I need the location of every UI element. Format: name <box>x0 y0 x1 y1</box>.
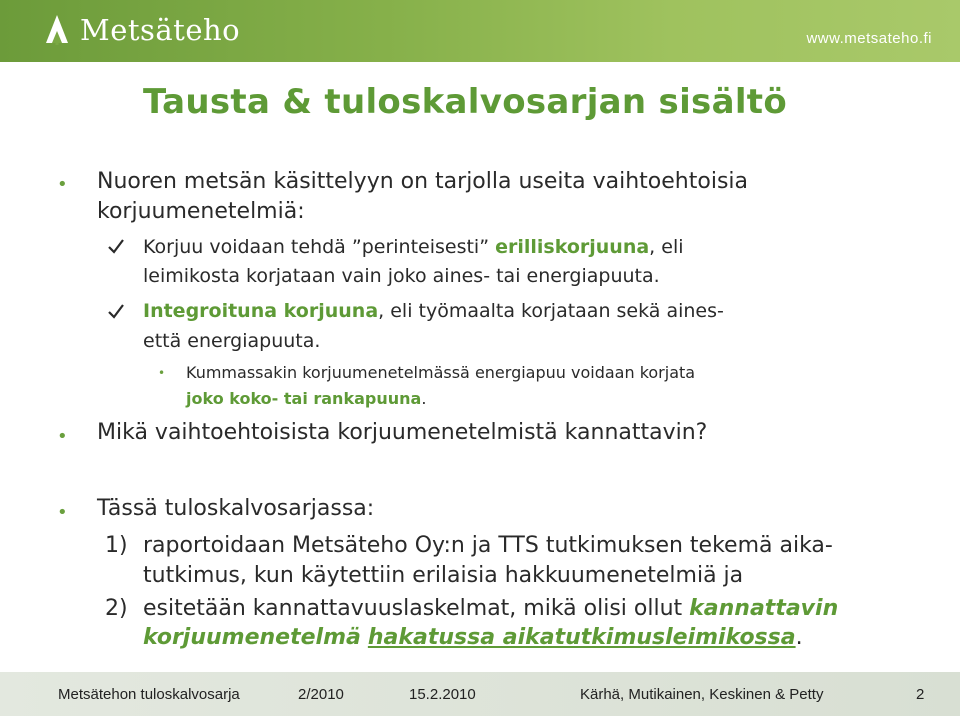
logo-text: Metsäteho <box>80 13 241 47</box>
highlight-term: korjuumenetelmä <box>143 625 361 650</box>
site-url[interactable]: www.metsateho.fi <box>806 30 932 47</box>
footer-series: Metsätehon tuloskalvosarja <box>58 686 240 703</box>
bullet-marker: • <box>57 426 68 447</box>
check-item-text: Integroituna korjuuna, eli työmaalta korjataan sekä aines- <box>143 300 724 322</box>
check-item-text: että energiapuuta. <box>143 330 321 352</box>
highlight-term: Integroituna korjuuna <box>143 300 379 322</box>
footer-issue: 2/2010 <box>298 686 344 703</box>
footer-bar <box>0 672 960 716</box>
checkmark-icon <box>107 303 125 319</box>
bullet-text: Mikä vaihtoehtoisista korjuumenetelmistä kannattavin? <box>97 420 708 445</box>
numbered-item-text: esitetään kannattavuuslaskelmat, mikä olisi ollut kannattavin <box>143 596 839 621</box>
slide-title: Tausta & tuloskalvosarjan sisältö <box>143 82 787 122</box>
sub-bullet-marker: • <box>158 366 166 380</box>
bullet-marker: • <box>57 502 68 523</box>
numbered-item-text: korjuumenetelmä hakatussa aikatutkimusleimikossa. <box>143 625 803 650</box>
bullet-text: Tässä tuloskalvosarjassa: <box>97 496 375 521</box>
sub-bullet-text: joko koko- tai rankapuuna. <box>186 389 427 408</box>
highlight-term-underlined: hakatussa aikatutkimusleimikossa <box>367 625 796 650</box>
spruce-tree-icon <box>40 13 74 47</box>
numbered-item-text: raportoidaan Metsäteho Oy:n ja TTS tutkimuksen tekemä aika- <box>143 533 833 558</box>
footer-date: 15.2.2010 <box>409 686 476 703</box>
list-number: 1) <box>105 533 128 558</box>
footer-page-number: 2 <box>916 686 925 703</box>
list-number: 2) <box>105 596 128 621</box>
bullet-text: Nuoren metsän käsittelyyn on tarjolla useita vaihtoehtoisia <box>97 169 748 194</box>
bullet-marker: • <box>57 174 68 195</box>
highlight-term: kannattavin <box>689 596 839 621</box>
checkmark-icon <box>107 238 125 254</box>
check-item-text: Korjuu voidaan tehdä ”perinteisesti” erilliskorjuuna, eli <box>143 236 684 258</box>
footer-authors: Kärhä, Mutikainen, Keskinen & Petty <box>580 686 824 703</box>
sub-bullet-text: Kummassakin korjuumenetelmässä energiapuu voidaan korjata <box>186 363 696 382</box>
highlight-term: joko koko- tai rankapuuna <box>186 389 422 408</box>
header-bar <box>0 0 960 62</box>
highlight-term: erilliskorjuuna <box>495 236 650 258</box>
bullet-text: korjuumenetelmiä: <box>97 199 305 224</box>
numbered-item-text: tutkimus, kun käytettiin erilaisia hakkuumenetelmiä ja <box>143 563 744 588</box>
logo[interactable] <box>40 10 240 50</box>
check-item-text: leimikosta korjataan vain joko aines- tai energiapuuta. <box>143 265 660 287</box>
